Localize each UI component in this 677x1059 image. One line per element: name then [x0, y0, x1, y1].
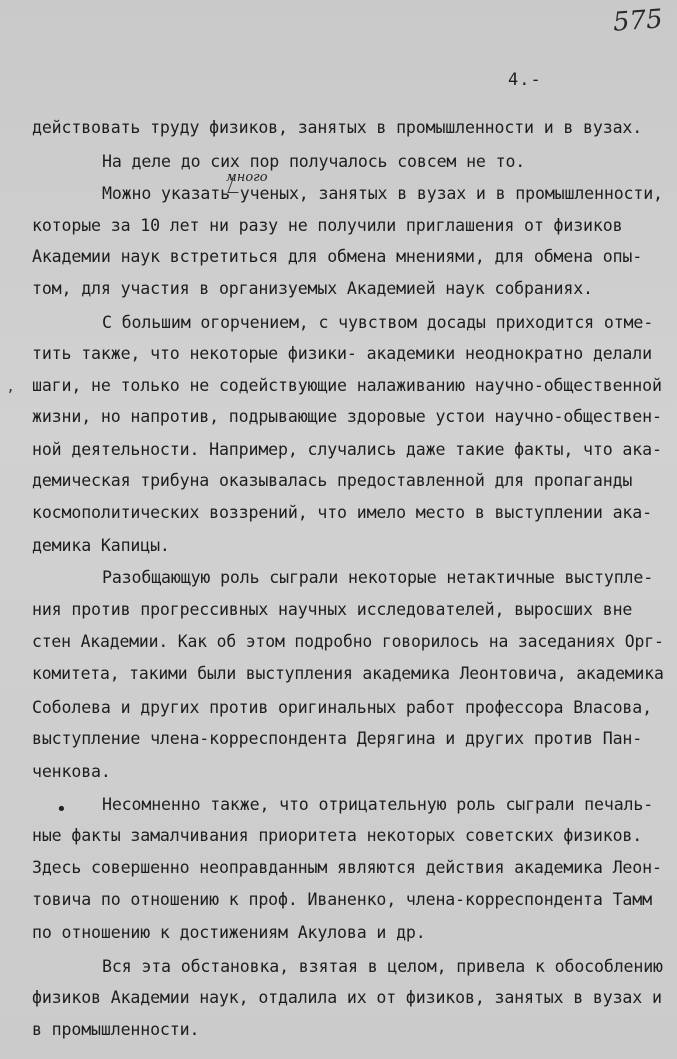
text-line: С большим огорчением, с чувством досады приходится отме- — [102, 313, 654, 332]
margin-mark: ’ — [6, 388, 15, 404]
text-line: Соболева и других против оригинальных работ профессора Власова, — [32, 698, 652, 717]
page-number: 575 — [612, 4, 664, 38]
text-line: Разобщающую роль сыграли некоторые нетактичные выступле- — [102, 568, 654, 587]
text-line: товича по отношению к проф. Иваненко, члена-корреспондента Тамм — [32, 890, 652, 909]
text-line: шаги, не только не содействующие налаживанию научно-общественной — [32, 376, 662, 395]
text-line: Академии наук встретиться для обмена мнениями, для обмена опы- — [32, 247, 643, 266]
text-line: выступление члена-корреспондента Дерягина и других против Пан- — [32, 729, 643, 748]
text-line: демика Капицы. — [32, 536, 170, 555]
text-line: ния против прогрессивных научных исследователей, выросших вне — [32, 600, 633, 619]
text-line: стен Академии. Как об этом подробно говорилось на заседаниях Орг- — [32, 632, 664, 651]
text-line: тить также, что некоторые физики- академики неоднократно делали — [32, 344, 652, 363]
text-line: по отношению к достижениям Акулова и др. — [32, 923, 426, 942]
handwritten-insert: много — [226, 170, 268, 185]
text-line: Здесь совершенно неоправданным являются действия академика Леон- — [32, 858, 662, 877]
text-line: Несомненно также, что отрицательную роль сыграли печаль- — [102, 795, 654, 814]
folio-number: 4.- — [508, 70, 542, 90]
text-line: Вся эта обстановка, взятая в целом, привела к обособлению — [102, 957, 663, 976]
text-line: физиков Академии наук, отдалила их от физиков, занятых в вузах и — [32, 988, 662, 1007]
text-line: Можно указать ученых, занятых в вузах и в промышленности, — [102, 184, 663, 203]
text-line: комитета, такими были выступления академика Леонтовича, академика — [32, 664, 664, 683]
text-line: действовать труду физиков, занятых в промышленности и в вузах. — [32, 118, 643, 137]
margin-dot: • — [56, 799, 67, 820]
text-line: космополитических воззрений, что имело место в выступлении ака- — [32, 503, 652, 522]
text-line: ной деятельности. Например, случались даже такие факты, что ака- — [32, 440, 662, 459]
text-line: которые за 10 лет ни разу не получили приглашения от физиков — [32, 216, 623, 235]
text-line: ные факты замалчивания приоритета некоторых советских физиков. — [32, 826, 643, 845]
text-line: в промышленности. — [32, 1020, 200, 1039]
text-line: ченкова. — [32, 762, 111, 781]
text-line: жизни, но напротив, подрывающие здоровые устои научно-обществен- — [32, 407, 662, 426]
text-line: На деле до сих пор получалось совсем не то. — [102, 152, 526, 171]
text-line: демическая трибуна оказывалась предоставленной для пропаганды — [32, 471, 633, 490]
text-line: том, для участия в организуемых Академией наук собраниях. — [32, 279, 593, 298]
